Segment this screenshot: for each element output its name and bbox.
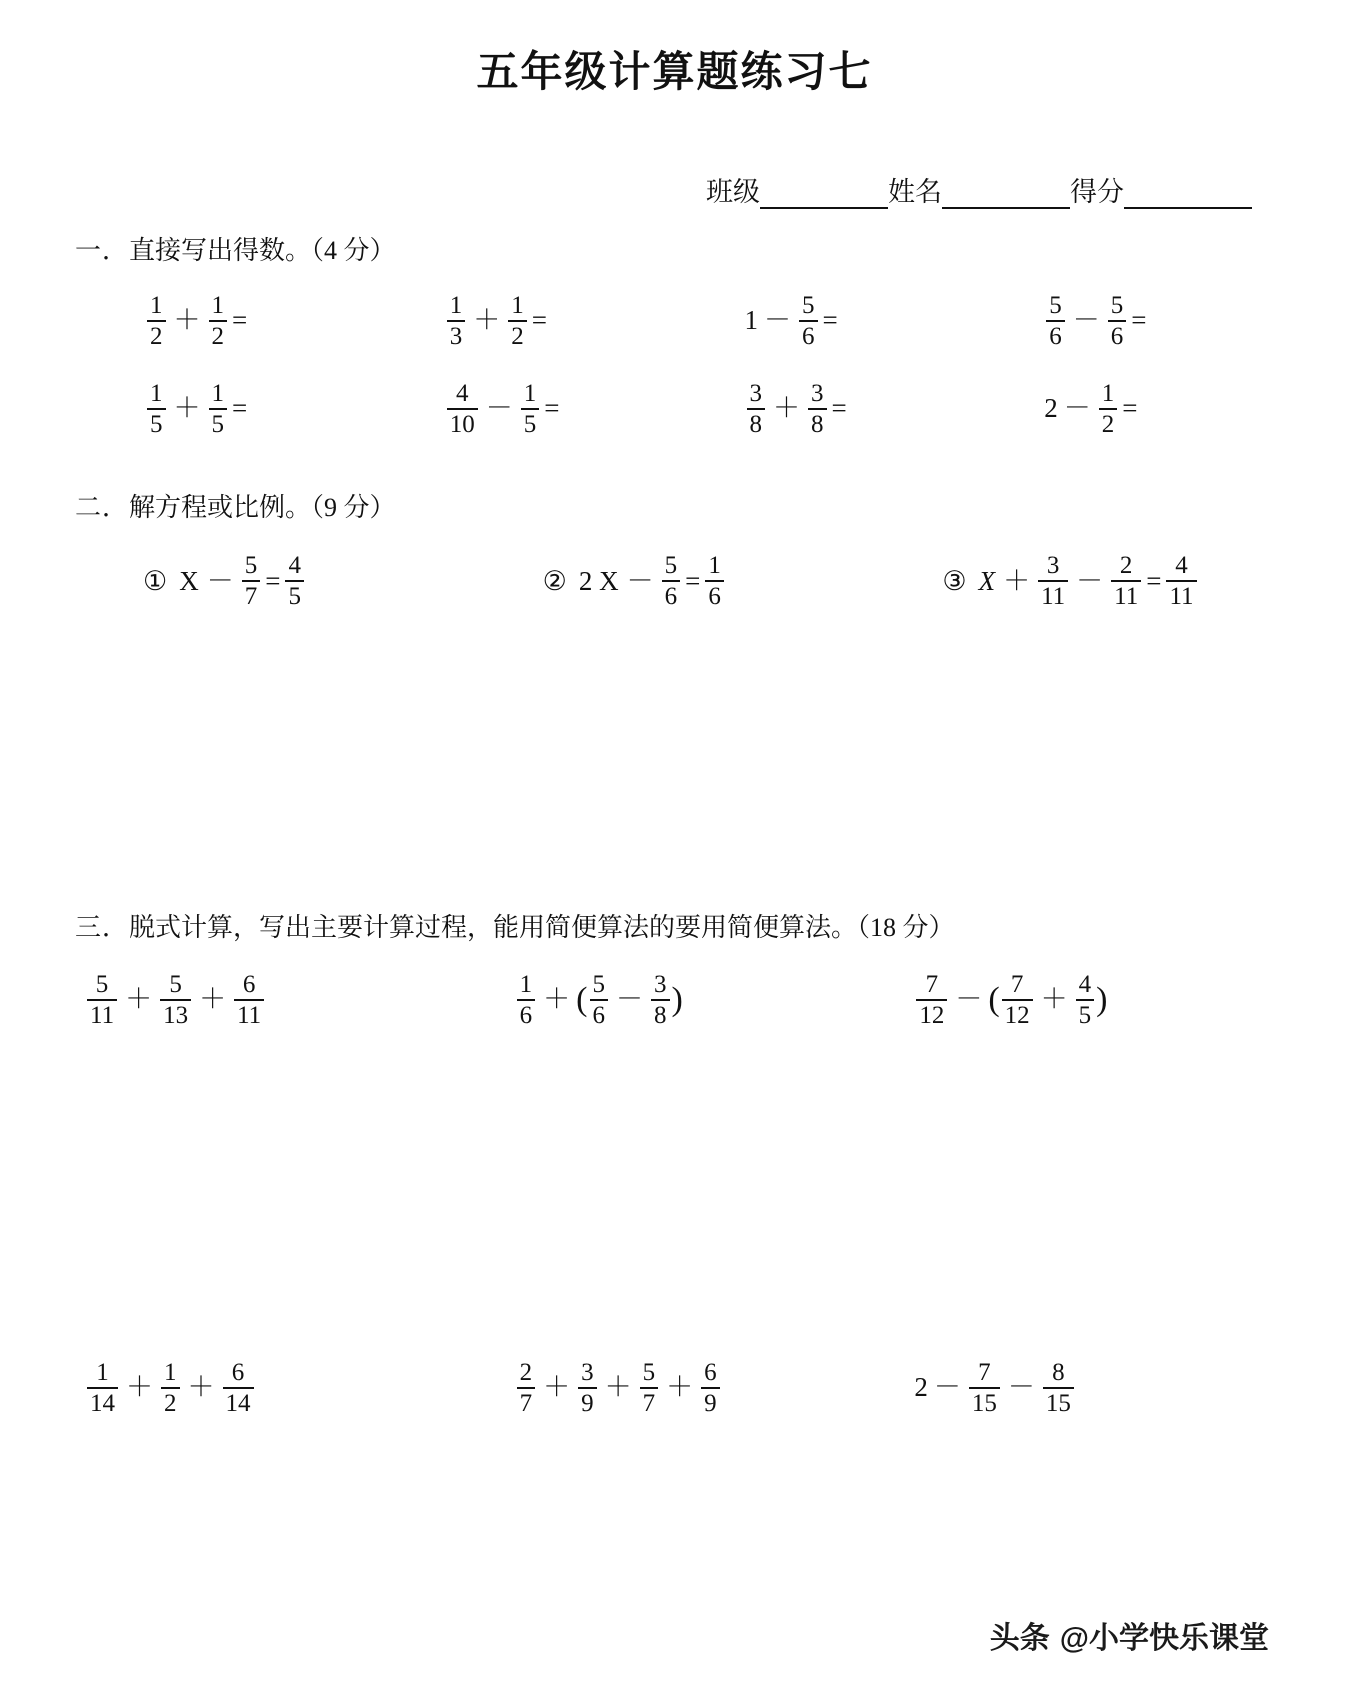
fraction <box>1002 971 1033 1029</box>
fraction <box>1043 1359 1074 1417</box>
numerator: 8 <box>1052 1358 1065 1386</box>
numerator: 1 <box>511 291 524 319</box>
denominator: 12 <box>916 999 947 1029</box>
watermark-platform: 头条 <box>989 1622 1050 1655</box>
numerator: 1 <box>164 1358 177 1386</box>
equals-sign: = <box>531 305 547 336</box>
numerator: 1 <box>449 291 463 319</box>
expression <box>85 971 266 1029</box>
denominator: 5 <box>147 408 166 438</box>
operator: ＋ <box>1003 565 1031 596</box>
denominator: 5 <box>285 580 304 610</box>
operator: － <box>955 984 983 1015</box>
numerator: 5 <box>1049 291 1062 319</box>
fraction <box>1046 292 1065 350</box>
denominator: 11 <box>1038 580 1068 610</box>
operator: ＋ <box>543 1372 571 1403</box>
score-field <box>1070 170 1252 209</box>
fraction <box>701 1359 720 1417</box>
class-field <box>706 170 888 209</box>
section-three-heading <box>75 910 1274 946</box>
class-blank[interactable] <box>760 179 888 209</box>
denominator: 2 <box>508 320 527 350</box>
denominator: 6 <box>1046 320 1065 350</box>
numerator: 5 <box>169 970 182 998</box>
expression <box>1044 292 1149 350</box>
item-marker: ① <box>143 565 168 596</box>
operator: ＋ <box>187 1372 215 1403</box>
numerator: 1 <box>523 379 537 407</box>
section-one-row-2 <box>75 380 1344 438</box>
fraction <box>705 552 724 610</box>
section-three-number: 三． <box>75 913 130 943</box>
fraction <box>147 292 166 350</box>
section-one-number: 一． <box>75 236 130 266</box>
expression <box>515 971 683 1029</box>
equals-sign: = <box>1131 305 1147 336</box>
equation-cell <box>543 552 943 610</box>
equals-sign: = <box>232 305 248 336</box>
item-marker: ② <box>542 565 567 596</box>
fraction <box>209 292 228 350</box>
operator: ＋ <box>773 393 800 424</box>
operator: － <box>1076 565 1104 596</box>
denominator: 9 <box>578 1387 597 1417</box>
fraction <box>916 971 947 1029</box>
watermark <box>990 1613 1269 1657</box>
operator: ＋ <box>1040 984 1068 1015</box>
numerator: 1 <box>150 291 163 319</box>
numerator: 3 <box>811 379 824 407</box>
denominator: 9 <box>701 1387 720 1417</box>
operator: － <box>764 305 791 336</box>
operator: ＋ <box>666 1372 694 1403</box>
expression <box>145 292 250 350</box>
student-info-line <box>75 170 1274 209</box>
numerator: 5 <box>244 552 258 580</box>
equals-sign: = <box>822 305 838 336</box>
close-paren: ) <box>671 980 683 1018</box>
expression <box>145 380 250 438</box>
denominator: 11 <box>1166 580 1196 610</box>
operator: － <box>1072 305 1100 336</box>
problem-cell <box>884 971 1284 1029</box>
numerator: 4 <box>288 552 301 580</box>
fraction <box>223 1359 254 1417</box>
operator: ＋ <box>126 1372 153 1403</box>
variable: X <box>978 565 996 596</box>
expression <box>1044 380 1140 438</box>
fraction <box>87 1359 118 1417</box>
class-label: 班级 <box>706 177 760 208</box>
numerator: 6 <box>704 1358 717 1386</box>
operator: ＋ <box>199 984 227 1015</box>
integer: 2 <box>914 1372 928 1403</box>
fraction <box>160 971 191 1029</box>
numerator: 4 <box>1175 552 1188 580</box>
denominator: 6 <box>590 999 609 1029</box>
equals-sign: = <box>685 565 701 596</box>
problem-cell <box>85 971 455 1029</box>
operator: － <box>933 1372 961 1403</box>
operator: ＋ <box>173 305 201 336</box>
section-one <box>75 233 1274 437</box>
open-paren: ( <box>988 980 1000 1018</box>
fraction <box>521 380 540 438</box>
expression <box>914 1359 1076 1417</box>
numerator: 5 <box>592 970 605 998</box>
denominator: 6 <box>705 580 724 610</box>
denominator: 5 <box>209 408 228 438</box>
problem-cell <box>455 971 885 1029</box>
denominator: 7 <box>640 1387 659 1417</box>
problem-cell <box>1044 380 1344 438</box>
denominator: 11 <box>87 999 117 1029</box>
numerator: 6 <box>242 970 256 998</box>
numerator: 4 <box>1078 970 1092 998</box>
fraction <box>447 380 478 438</box>
equation <box>543 552 726 610</box>
problem-cell <box>455 1359 885 1417</box>
fraction <box>1099 380 1118 438</box>
section-one-heading <box>75 233 1274 269</box>
fraction <box>234 971 264 1029</box>
numerator: 5 <box>664 552 678 580</box>
section-two-heading <box>75 490 1274 526</box>
denominator: 7 <box>517 1387 536 1417</box>
denominator: 6 <box>799 320 818 350</box>
operator: － <box>1007 1372 1035 1403</box>
section-three-title: 脱式计算，写出主要计算过程，能用简便算法的要用简便算法。（18 分） <box>129 913 955 943</box>
denominator: 2 <box>161 1387 180 1417</box>
denominator: 6 <box>662 580 681 610</box>
numerator: 1 <box>211 291 224 319</box>
section-two <box>75 490 1274 610</box>
operator: ＋ <box>125 984 153 1015</box>
problem-cell <box>884 1359 1284 1417</box>
problem-cell <box>145 292 445 350</box>
equals-sign: = <box>544 393 560 424</box>
fraction <box>799 292 818 350</box>
denominator: 6 <box>517 999 536 1029</box>
equation-cell <box>143 552 543 610</box>
denominator: 8 <box>747 408 766 438</box>
denominator: 11 <box>1111 580 1141 610</box>
fraction <box>447 292 466 350</box>
fraction <box>1038 552 1068 610</box>
expression <box>85 1359 256 1417</box>
numerator: 3 <box>581 1358 594 1386</box>
fraction <box>640 1359 659 1417</box>
equation <box>942 552 1198 610</box>
fraction <box>508 292 527 350</box>
problem-cell <box>745 292 1045 350</box>
equals-sign: = <box>1122 393 1138 424</box>
numerator: 5 <box>802 291 815 319</box>
problem-cell <box>745 380 1045 438</box>
denominator: 15 <box>969 1387 1000 1417</box>
equals-sign: = <box>232 393 248 424</box>
fraction <box>209 380 228 438</box>
problem-cell <box>445 380 745 438</box>
section-three-row-1 <box>75 971 1284 1029</box>
numerator: 3 <box>654 970 667 998</box>
expression <box>745 380 850 438</box>
fraction <box>1111 552 1141 610</box>
open-paren: ( <box>576 980 588 1018</box>
numerator: 3 <box>749 379 762 407</box>
section-two-equations <box>75 552 1342 610</box>
denominator: 5 <box>1076 999 1095 1029</box>
denominator: 7 <box>242 580 261 610</box>
expression <box>445 380 563 438</box>
numerator: 2 <box>1119 552 1133 580</box>
numerator: 5 <box>642 1358 656 1386</box>
fraction <box>1108 292 1127 350</box>
numerator: 2 <box>519 1358 533 1386</box>
equation <box>143 552 306 610</box>
watermark-handle: @小学快乐课堂 <box>1059 1622 1269 1655</box>
problem-cell <box>445 292 745 350</box>
fraction <box>808 380 827 438</box>
operator: － <box>206 565 234 596</box>
numerator: 3 <box>1046 552 1060 580</box>
numerator: 5 <box>1110 291 1124 319</box>
fraction <box>285 552 304 610</box>
fraction <box>578 1359 597 1417</box>
item-marker: ③ <box>942 565 967 596</box>
fraction <box>161 1359 180 1417</box>
numerator: 7 <box>925 970 939 998</box>
section-three-row-2 <box>75 1359 1284 1417</box>
equals-sign: = <box>831 393 847 424</box>
denominator: 15 <box>1043 1387 1074 1417</box>
close-paren: ) <box>1096 980 1108 1018</box>
expression <box>445 292 550 350</box>
denominator: 2 <box>209 320 228 350</box>
score-blank[interactable] <box>1124 179 1252 209</box>
denominator: 14 <box>223 1387 254 1417</box>
operator: － <box>485 393 513 424</box>
numerator: 1 <box>211 379 224 407</box>
denominator: 13 <box>160 999 191 1029</box>
score-label: 得分 <box>1070 177 1124 208</box>
denominator: 6 <box>1108 320 1127 350</box>
fraction <box>651 971 670 1029</box>
operator: － <box>616 984 643 1015</box>
fraction <box>747 380 766 438</box>
section-one-row-1 <box>75 292 1344 350</box>
fraction <box>517 971 536 1029</box>
fraction <box>590 971 609 1029</box>
numerator: 1 <box>519 970 533 998</box>
page-title: 五年级计算题练习七 <box>476 50 873 96</box>
fraction <box>87 971 117 1029</box>
numerator: 1 <box>96 1358 109 1386</box>
equation-cell <box>942 552 1342 610</box>
operator: ＋ <box>604 1372 632 1403</box>
section-two-title: 解方程或比例。（9 分） <box>129 492 396 522</box>
fraction <box>242 552 261 610</box>
section-two-number: 二． <box>75 492 130 522</box>
fraction <box>1076 971 1095 1029</box>
name-label: 姓名 <box>888 177 942 208</box>
expression <box>745 292 841 350</box>
numerator: 4 <box>456 379 469 407</box>
problem-cell <box>85 1359 455 1417</box>
denominator: 2 <box>147 320 166 350</box>
denominator: 3 <box>447 320 466 350</box>
fraction <box>662 552 681 610</box>
operator: ＋ <box>473 305 501 336</box>
expression <box>515 1359 722 1417</box>
equals-sign: = <box>1146 565 1162 596</box>
denominator: 8 <box>651 999 670 1029</box>
name-blank[interactable] <box>942 179 1070 209</box>
variable: 2 X <box>578 565 619 596</box>
numerator: 7 <box>978 1358 991 1386</box>
expression <box>914 971 1107 1029</box>
problem-cell <box>145 380 445 438</box>
fraction <box>969 1359 1000 1417</box>
numerator: 6 <box>231 1358 245 1386</box>
section-three <box>75 910 1274 1416</box>
variable: X <box>179 565 199 596</box>
fraction <box>1166 552 1196 610</box>
operator: ＋ <box>543 984 571 1015</box>
operator: － <box>626 565 654 596</box>
operator: － <box>1063 393 1091 424</box>
problem-cell <box>1044 292 1344 350</box>
denominator: 8 <box>808 408 827 438</box>
numerator: 1 <box>708 552 721 580</box>
section-one-title: 直接写出得数。（4 分） <box>129 236 396 266</box>
numerator: 5 <box>95 970 109 998</box>
denominator: 11 <box>234 999 264 1029</box>
fraction <box>147 380 166 438</box>
numerator: 1 <box>150 379 163 407</box>
denominator: 10 <box>447 408 478 438</box>
numerator: 7 <box>1010 970 1024 998</box>
integer: 1 <box>744 305 758 336</box>
denominator: 14 <box>87 1387 118 1417</box>
integer: 2 <box>1044 393 1058 424</box>
operator: ＋ <box>173 393 201 424</box>
equals-sign: = <box>265 565 281 596</box>
denominator: 5 <box>521 408 540 438</box>
name-field <box>888 170 1070 209</box>
numerator: 1 <box>1101 379 1115 407</box>
denominator: 12 <box>1002 999 1033 1029</box>
fraction <box>517 1359 536 1417</box>
denominator: 2 <box>1099 408 1118 438</box>
